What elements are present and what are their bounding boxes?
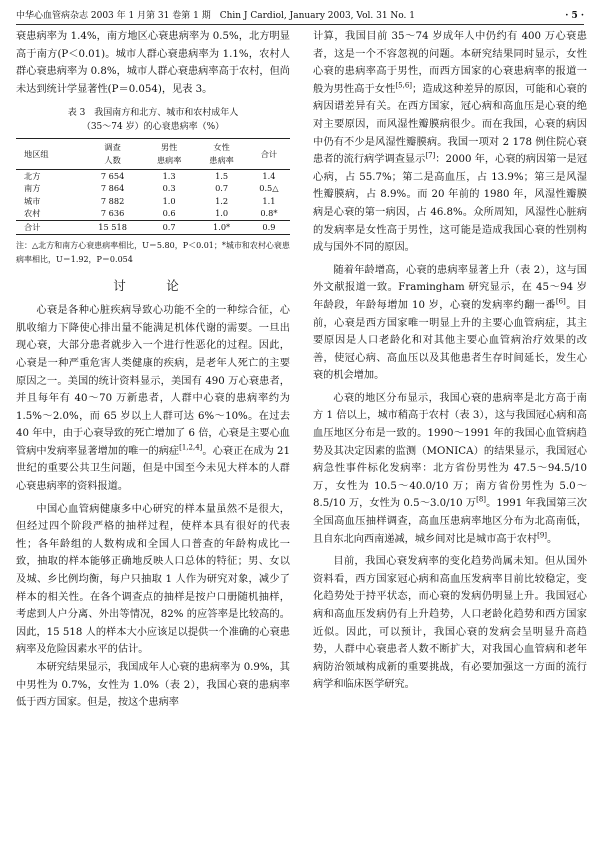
table-row: 南方 7 864 0.3 0.7 0.5△: [24, 183, 279, 194]
citation-ref: [6]: [555, 297, 566, 306]
table-header-row: [16, 139, 290, 169]
citation-ref: [1,2,4]: [179, 443, 203, 452]
col-male-rate: 男性 患病率: [143, 139, 195, 169]
discussion-paragraph-1: 心衰是各种心脏疾病导致心功能不全的一种综合征，心肌收缩力下降使心排出量不能满足机体代谢的需要。一旦出现心衰，大部分患者就步入一个进行性恶化的过程。因此，心衰是一种严重危害人类健康的疾病，是老年人死亡的主要原因之一。美国的统计资料显示，美国有 490 万心衰患者，并且每年有 40～70 万新患者，人群中心衰的患病率约为 1.5%～2.0%，而 65 岁以上人群可达 6%～10%。在过去 40 年中，由于心衰导致的死亡增加了 6 倍，心衰是主要心血管病中发病率显著增加的唯一的病症[1,2,4]。心衰正在成为 21 世纪的重要公共卫生问题，但是中国至今未见大样本的人群心衰患病率的资料报道。: [16, 305, 291, 493]
intro-paragraph: 衰患病率为 1.4%，南方地区心衰患病率为 0.5%，北方明显高于南方(P＜0.01)。城市人群心衰患病率为 1.1%，农村人群心衰患病率为 0.8%，城市人群心衰患病率高于农村，但尚未达到统计学显著性(P＝0.054)，见表 3。: [16, 31, 290, 95]
table-row: 城市 7 882 1.0 1.2 1.1: [24, 195, 276, 206]
table-3-title: 表 3 我国南方和北方、城市和农村成年人 （35～74 岁）的心衰患病率（%）: [67, 108, 239, 133]
col-surveyed: 调查 人数: [82, 139, 143, 169]
right-column: [313, 28, 587, 694]
citation-ref: [5,6]: [395, 81, 413, 90]
citation-ref: [7]: [425, 151, 436, 160]
table-row: 农村 7 636 0.6 1.0 0.8*: [24, 208, 278, 219]
right-paragraph-3: 心衰的地区分布显示，我国心衰的患病率是北方高于南方 1 倍以上，城市稍高于农村（表 3），这与我国冠心病和高血压地区分布是一致的。1990～1991 年的我国心血管病趋势及其决定因素的监测（MONICA）的结果显示，我国冠心病急性事件标化发病率：北方省份男性为 47.5～94.5/10 万，女性为 10.5～40.0/10 万；南方省份男性为 5.0～8.5/10 万，女性为 0.5～3.0/10 万[8]。1991 年我国第三次全国高血压抽样调查，高血压患病率地区分布为北高南低，且自东北向西南递减，城乡间对比是城市高于农村[9]。: [313, 392, 587, 545]
prevalence-table: [16, 138, 290, 234]
citation-ref: [8]: [476, 496, 487, 505]
right-paragraph-2: 随着年龄增高，心衰的患病率显著上升（表 2），这与国外文献报道一致。Framingham 研究显示，在 45～94 岁年龄段，年龄每增加 10 岁，心衰的发病率约翻一番[6]。目前，心衰是西方国家唯一明显上升的主要心血管病症，其主要原因是人口老龄化和对其他主要心血管病治疗效果的改善，使冠心病、高血压以及其他患者生存时间延长，发生心衰的机会增加。: [313, 264, 587, 382]
col-total: 合计: [248, 139, 290, 169]
discussion-paragraph-2: 中国心血管病健康多中心研究的样本量虽然不是很大，但经过四个阶段严格的抽样过程，使样本具有很好的代表性；各年龄组的人数构成和全国人口普查的年龄构成比一致，抽取的样本能够正确地反映人口总体的特征；男、女以及城、乡比例均衡，每户只抽取 1 人作为研究对象，减少了样本的相关性。在各个调查点的抽样是按户口册随机抽样，考虑到人户分离、外出等情况，82% 的应答率是比较高的。因此，15 518 人的样本大小应该足以提供一个准确的心衰患病率及危险因素水平的估计。: [16, 503, 290, 656]
running-header: [16, 8, 584, 25]
right-paragraph-1: 计算，我国目前 35～74 岁成年人中仍约有 400 万心衰患者，这是一个不容忽视的问题。本研究结果同时显示，女性心衰的患病率高于男性，而西方国家的心衰患病率的报道一般为男性高于女性[5,6]；造成这种差异的原因，可能和心衰的病因谱差异有关。在西方国家，冠心病和高血压是心衰的绝对主要原因，而风湿性瓣膜病很少。而在我国，心衰的病因中仍有不少是风湿性瓣膜病。我国一项对 2 178 例住院心衰患者的流行病学调查显示[7]：2000 年，心衰的病因第一是冠心病，占 55.7%；第二是高血压，占 13.9%；第三是风湿性瓣膜病，占 8.9%。而 20 年前的 1980 年，风湿性瓣膜病是心衰的第一病因，占 46.8%。众所周知，风湿性心脏病的发病率是女性高于男性，这可能是造成我国心衰的性别构成与国外不同的原因。: [313, 31, 588, 254]
citation-ref: [9]: [537, 531, 548, 540]
col-female-rate: 女性 患病率: [195, 139, 247, 169]
left-column: [16, 28, 290, 712]
col-region: 地区组: [16, 139, 82, 169]
section-heading-discussion: 讨 论: [113, 277, 193, 293]
journal-citation: 中华心血管病杂志 2003 年 1 月第 31 卷第 1 期 Chin J Cardiol, January 2003, Vol. 31 No. 1: [16, 11, 415, 21]
table-row: 北方 7 654 1.3 1.5 1.4: [24, 170, 276, 181]
table-total-row: 合计 15 518 0.7 1.0* 0.9: [16, 220, 290, 234]
table-footnote: 注：△北方和南方心衰患病率相比，U＝5.80，P＜0.01；*城市和农村心衰患病率相比，U＝1.92，P＝0.054: [16, 240, 290, 264]
right-paragraph-4: 目前，我国心衰发病率的变化趋势尚属未知。但从国外资料看，西方国家冠心病和高血压发病率目前比较稳定，变化趋势处于持平状态，而心衰的发病仍明显上升。我国冠心病和高血压发病仍有上升趋势，人口老龄化趋势和西方国家近似。因此，可以预计，我国心衰的发病会呈明显升高趋势，人群中心衰患者人数不断扩大，对我国心血管病和老年病防治领域构成新的重要挑战，有必要加强这一方面的流行病学和临床医学研究。: [313, 556, 587, 691]
page-number: · 5 ·: [565, 11, 584, 21]
discussion-paragraph-3: 本研究结果显示，我国成年人心衰的患病率为 0.9%，其中男性为 0.7%，女性为 1.0%（表 2），我国心衰的患病率低于西方国家。但是，按这个患病率: [16, 662, 290, 709]
